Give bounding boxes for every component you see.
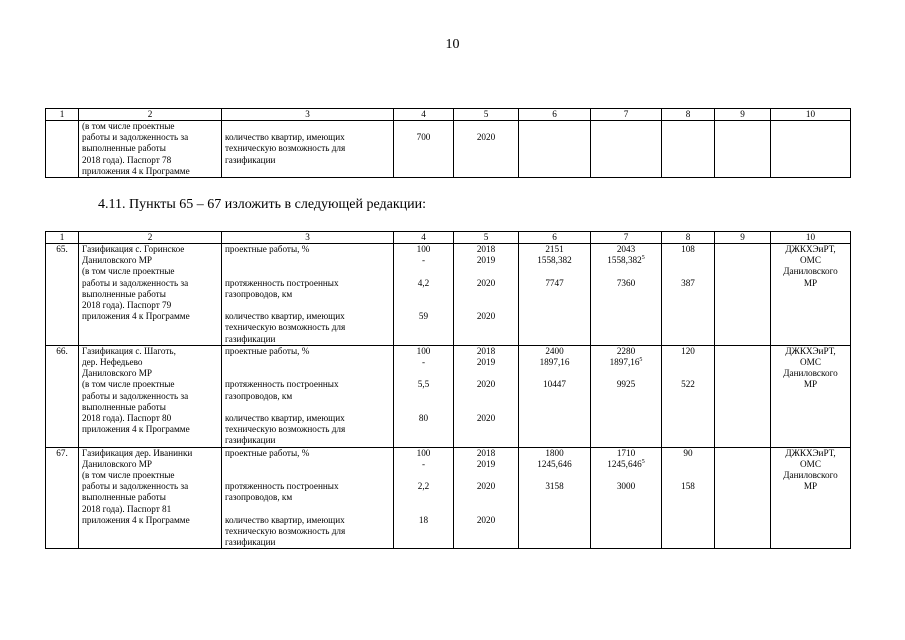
text-line: 2019: [476, 255, 496, 266]
text-line: работы и задолженность за: [82, 277, 189, 288]
text-line: 7360: [616, 277, 636, 288]
text-line: приложения 4 к Программе: [82, 311, 190, 322]
text-line: Газификация с. Шаготь,: [82, 345, 176, 356]
text-line: протяженность построенных: [225, 481, 339, 492]
table-header-row: [46, 232, 851, 244]
cell: [591, 121, 662, 178]
text-line: -: [421, 356, 426, 367]
text-line: дер. Нефедьево: [82, 356, 143, 367]
header-cell: 1: [46, 109, 79, 121]
text-line: 100: [416, 244, 431, 254]
text-line: 2018 года). Паспорт 81: [82, 503, 172, 514]
year-cell: [454, 244, 519, 346]
text-line: (в том числе проектные: [82, 121, 175, 131]
text-line: 120: [681, 345, 695, 356]
text-line: 2020: [476, 481, 496, 492]
year-cell: [454, 447, 519, 549]
text-line: газификации: [225, 435, 276, 446]
text-line: 59: [418, 311, 429, 322]
text-line: Даниловского МР: [82, 368, 153, 379]
text-line: выполненные работы: [82, 401, 166, 412]
text-line: выполненные работы: [82, 492, 166, 503]
text-line: техническую возможность для: [225, 525, 346, 536]
text-line: приложения 4 к Программе: [82, 165, 190, 176]
executor-cell: [771, 244, 851, 346]
year-cell: [454, 345, 519, 447]
text-line: [594, 459, 658, 470]
text-line: выполненные работы: [82, 288, 166, 299]
header-cell: 6: [519, 232, 591, 244]
text-line: 100: [416, 447, 431, 458]
text-line: Даниловского: [783, 368, 838, 379]
text-line: -: [421, 255, 426, 266]
indicator-cell: [222, 121, 394, 178]
value-cell: [394, 447, 454, 549]
year-cell: [454, 121, 519, 178]
text-line: Даниловского: [783, 266, 838, 277]
header-cell: 10: [771, 232, 851, 244]
funding-cell-7: [591, 345, 662, 447]
table-row: [46, 121, 851, 178]
indicator-cell: [222, 447, 394, 549]
text-line: протяженность построенных: [225, 277, 339, 288]
text-line: техническую возможность для: [225, 143, 346, 154]
section-heading: 4.11. Пункты 65 – 67 изложить в следующей редакции:: [98, 197, 426, 212]
text-line: количество квартир, имеющих: [225, 412, 345, 423]
text-line: 2018: [476, 345, 496, 356]
num-cell: [46, 121, 79, 178]
text-line: проектные работы, %: [225, 244, 310, 254]
text-line: 4,2: [417, 277, 430, 288]
funding-cell-8: [662, 345, 715, 447]
table-row: [46, 345, 851, 447]
num-cell: [46, 244, 79, 346]
text-line: работы и задолженность за: [82, 481, 189, 492]
text-line: 2020: [476, 412, 496, 423]
text-line: 2018: [476, 447, 496, 458]
text-line: 1800: [545, 447, 564, 458]
text-line: 1710: [616, 447, 636, 458]
text-line: 100: [416, 345, 431, 356]
text-line: 5,5: [417, 379, 430, 390]
text-line: газификации: [225, 333, 276, 344]
text-line: 10447: [543, 379, 566, 390]
header-cell: 3: [222, 232, 394, 244]
text-line: МР: [803, 277, 818, 288]
table-header-row: [46, 109, 851, 121]
text-line: ОМС: [800, 255, 821, 266]
text-line: 65.: [56, 244, 68, 254]
text-line: газопроводов, км: [225, 492, 293, 503]
footnote-mark: 5: [641, 255, 645, 262]
text-line: количество квартир, имеющих: [225, 132, 345, 143]
name-cell: [79, 121, 222, 178]
cell: [715, 121, 771, 178]
cell: [662, 121, 715, 178]
text-line: 522: [681, 379, 695, 390]
header-cell: 8: [662, 232, 715, 244]
text-line: 108: [681, 244, 695, 254]
funding-cell-6: [519, 447, 591, 549]
header-cell: 8: [662, 109, 715, 121]
text-line: (в том числе проектные: [82, 379, 175, 390]
text-line: [594, 255, 658, 266]
text-line: проектные работы, %: [225, 447, 310, 458]
text-line: 2020: [476, 514, 496, 525]
text-line: 158: [681, 481, 695, 492]
header-cell: 5: [454, 232, 519, 244]
header-cell: 2: [79, 109, 222, 121]
text-line: Даниловского МР: [82, 458, 153, 469]
text-line: 2020: [476, 132, 496, 143]
value-text: 1245,646: [607, 458, 642, 469]
text-line: техническую возможность для: [225, 322, 346, 333]
executor-cell: [771, 447, 851, 549]
text-line: 3000: [616, 481, 636, 492]
text-line: 7747: [545, 277, 564, 288]
text-line: 387: [681, 277, 695, 288]
value-cell: [394, 121, 454, 178]
value-text: 1558,382: [607, 255, 642, 266]
funding-cell-8: [662, 447, 715, 549]
text-line: приложения 4 к Программе: [82, 514, 190, 525]
header-cell: 6: [519, 109, 591, 121]
page-number: 10: [445, 37, 460, 52]
header-cell: 4: [394, 232, 454, 244]
funding-cell-7: [591, 244, 662, 346]
value-text: 1897,16: [609, 356, 640, 367]
text-line: 2280: [616, 345, 636, 356]
text-line: 2043: [616, 244, 636, 254]
text-line: протяженность построенных: [225, 379, 339, 390]
num-cell: [46, 447, 79, 549]
text-line: 2018 года). Паспорт 80: [82, 413, 172, 423]
text-line: 2018 года). Паспорт 79: [82, 300, 172, 311]
funding-cell-8: [662, 244, 715, 346]
text-line: Даниловского: [783, 469, 838, 480]
text-line: проектные работы, %: [225, 345, 310, 356]
value-cell: [394, 345, 454, 447]
text-line: работы и задолженность за: [82, 390, 189, 401]
text-line: 1897,16: [539, 356, 570, 367]
header-cell: 7: [591, 232, 662, 244]
table-top: [45, 108, 851, 178]
text-line: 1558,382: [537, 255, 572, 266]
text-line: газопроводов, км: [225, 390, 293, 401]
header-cell: 9: [715, 109, 771, 121]
text-line: газификации: [225, 154, 276, 165]
text-line: (в том числе проектные: [82, 266, 175, 277]
text-line: Даниловского МР: [82, 255, 153, 266]
table-row: [46, 447, 851, 549]
text-line: [594, 357, 658, 368]
funding-cell-9: [715, 345, 771, 447]
footnote-mark: 5: [639, 356, 643, 363]
text-line: газификации: [225, 537, 276, 548]
funding-cell-6: [519, 244, 591, 346]
text-line: 67.: [56, 447, 68, 458]
table-main: [45, 231, 851, 549]
text-line: (в том числе проектные: [82, 469, 175, 480]
header-cell: 3: [222, 109, 394, 121]
funding-cell-7: [591, 447, 662, 549]
header-cell: 7: [591, 109, 662, 121]
text-line: приложения 4 к Программе: [82, 424, 190, 435]
text-line: 2151: [545, 244, 564, 254]
text-line: 2019: [476, 458, 496, 469]
text-line: 2400: [545, 345, 564, 356]
text-line: 2020: [476, 379, 496, 390]
text-line: 9925: [616, 379, 636, 390]
text-line: 18: [418, 514, 429, 525]
text-line: ОМС: [800, 356, 821, 367]
text-line: Газификация дер. Иванинки: [82, 447, 193, 458]
text-line: 2019: [476, 356, 496, 367]
header-cell: 2: [79, 232, 222, 244]
header-cell: 9: [715, 232, 771, 244]
footnote-mark: 5: [641, 458, 645, 465]
executor-cell: [771, 345, 851, 447]
text-line: работы и задолженность за: [82, 132, 189, 143]
text-line: ОМС: [800, 458, 821, 469]
header-cell: 5: [454, 109, 519, 121]
text-line: МР: [803, 481, 818, 492]
text-line: 66.: [56, 345, 68, 356]
text-line: 90: [683, 447, 693, 458]
header-cell: 10: [771, 109, 851, 121]
text-line: количество квартир, имеющих: [225, 514, 345, 525]
text-line: 2020: [476, 311, 496, 322]
text-line: 3158: [545, 481, 564, 492]
indicator-cell: [222, 345, 394, 447]
name-cell: [79, 345, 222, 447]
text-line: 2018 года). Паспорт 78: [82, 154, 172, 165]
num-cell: [46, 345, 79, 447]
header-cell: 4: [394, 109, 454, 121]
text-line: 2,2: [417, 481, 430, 492]
text-line: выполненные работы: [82, 143, 166, 154]
indicator-cell: [222, 244, 394, 346]
text-line: 80: [418, 412, 429, 423]
header-cell: 1: [46, 232, 79, 244]
value-cell: [394, 244, 454, 346]
cell: [519, 121, 591, 178]
funding-cell-9: [715, 244, 771, 346]
funding-cell-9: [715, 447, 771, 549]
funding-cell-6: [519, 345, 591, 447]
text-line: 2020: [476, 277, 496, 288]
text-line: 2018: [476, 244, 496, 254]
name-cell: [79, 244, 222, 346]
table-row: [46, 244, 851, 346]
text-line: количество квартир, имеющих: [225, 311, 345, 322]
text-line: газопроводов, км: [225, 288, 293, 299]
text-line: ДЖКХЭиРТ,: [785, 345, 836, 356]
text-line: 700: [416, 132, 431, 143]
name-cell: [79, 447, 222, 549]
text-line: техническую возможность для: [225, 424, 346, 435]
cell: [771, 121, 851, 178]
text-line: Газификация с. Горинское: [82, 244, 185, 254]
text-line: ДЖКХЭиРТ,: [785, 447, 836, 458]
text-line: МР: [803, 379, 818, 390]
text-line: -: [421, 458, 426, 469]
text-line: ДЖКХЭиРТ,: [785, 244, 836, 254]
text-line: 1245,646: [537, 458, 572, 469]
